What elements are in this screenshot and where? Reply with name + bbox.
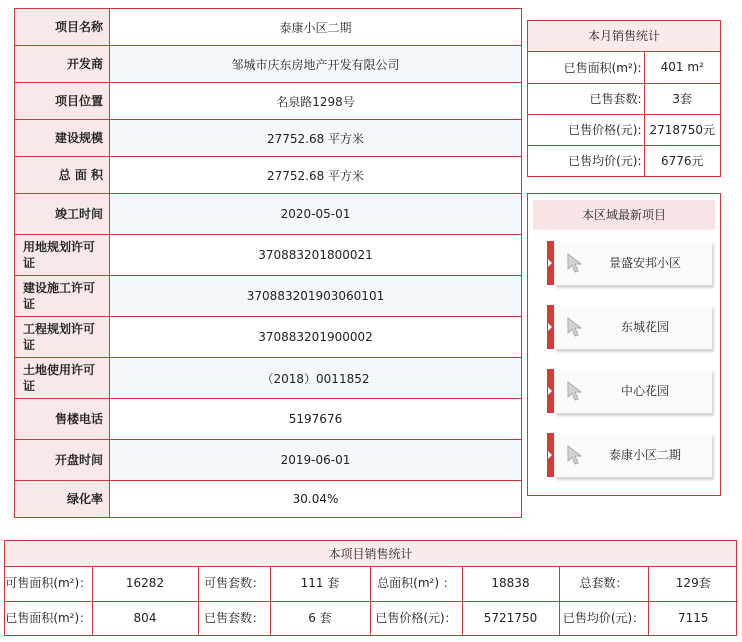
project-info-table (14, 8, 522, 518)
available-area-label: 可售面积(m²)： (5, 576, 92, 591)
project-sales-title: 本项目销售统计 (5, 541, 736, 567)
value-land-permit: 370883201800021 (110, 235, 522, 276)
project-link-4[interactable] (547, 433, 712, 481)
latest-projects-panel (527, 193, 721, 496)
value-completion-date: 2020-05-01 (110, 194, 522, 235)
label-project-name: 项目名称 (15, 9, 110, 46)
monthly-sales-title: 本月销售统计 (528, 21, 720, 52)
value-project-name: 泰康小区二期 (110, 9, 522, 46)
value-land-use-permit: （2018）0011852 (110, 358, 522, 399)
avg-price-value: 7115 (648, 601, 738, 635)
total-units-value: 129套 (648, 567, 738, 601)
value-location: 名泉路1298号 (110, 83, 522, 120)
project-name: 泰康小区二期 (608, 448, 681, 462)
sold-units-label: 已售套数： (198, 601, 270, 635)
label-engineering-permit: 工程规划许可证 (15, 317, 110, 358)
value-opening-date: 2019-06-01 (110, 440, 522, 481)
total-area-label: 总面积(m²) ： (370, 567, 462, 601)
avg-price-label: 已售均价(元)： (559, 601, 648, 635)
monthly-sold-units-value: 3套 (644, 83, 720, 114)
label-completion-date: 竣工时间 (15, 194, 110, 235)
project-marker (547, 369, 554, 413)
monthly-sold-price-value: 2718750元 (644, 114, 720, 145)
label-total-area: 总 面 积 (15, 157, 110, 194)
project-marker (547, 305, 554, 349)
monthly-sold-area-label: 已售面积(m²): (528, 52, 644, 83)
project-sales-row-sold (5, 601, 738, 635)
label-land-permit: 用地规划许可证 (15, 235, 110, 276)
project-name: 中心花园 (620, 384, 669, 398)
available-area-value: 16282 (92, 567, 198, 601)
latest-projects-title: 本区域最新项目 (533, 200, 715, 230)
available-units-label: 可售套数： (198, 567, 270, 601)
label-land-use-permit: 土地使用许可证 (15, 358, 110, 399)
label-location: 项目位置 (15, 83, 110, 120)
project-marker (547, 241, 554, 285)
monthly-avg-price-value: 6776元 (644, 145, 720, 176)
value-developer: 邹城市庆东房地产开发有限公司 (110, 46, 522, 83)
sold-price-value: 5721750 (462, 601, 559, 635)
sold-units-value: 6 套 (270, 601, 370, 635)
available-units-value: 111 套 (270, 567, 370, 601)
monthly-sold-area-value: 401 m² (660, 60, 704, 75)
monthly-sales-panel (527, 20, 721, 177)
value-green-rate: 30.04% (110, 481, 522, 518)
label-developer: 开发商 (15, 46, 110, 83)
value-build-scale: 27752.68 平方米 (110, 120, 522, 157)
sold-price-label: 已售价格(元)： (370, 601, 462, 635)
total-area-value: 18838 (462, 567, 559, 601)
project-link-3[interactable] (547, 369, 712, 417)
value-engineering-permit: 370883201900002 (110, 317, 522, 358)
project-link-2[interactable] (547, 305, 712, 353)
value-construction-permit: 370883201903060101 (110, 276, 522, 317)
sold-area-label: 已售面积(m²)： (5, 601, 92, 635)
monthly-sales-table (528, 52, 720, 176)
label-opening-date: 开盘时间 (15, 440, 110, 481)
label-sales-phone: 售楼电话 (15, 399, 110, 440)
value-sales-phone: 5197676 (110, 399, 522, 440)
project-marker (547, 433, 554, 477)
label-build-scale: 建设规模 (15, 120, 110, 157)
project-sales-row-available (5, 567, 738, 601)
project-sales-panel (4, 540, 737, 636)
monthly-avg-price-label: 已售均价(元): (528, 145, 644, 176)
project-link-1[interactable] (547, 241, 712, 289)
monthly-sold-units-label: 已售套数: (528, 83, 644, 114)
project-sales-table (5, 567, 738, 635)
label-green-rate: 绿化率 (15, 481, 110, 518)
monthly-sold-price-label: 已售价格(元): (528, 114, 644, 145)
project-name: 景盛安邦小区 (608, 256, 681, 270)
label-construction-permit: 建设施工许可证 (15, 276, 110, 317)
project-name: 东城花园 (620, 320, 669, 334)
total-units-label: 总套数： (559, 567, 648, 601)
value-total-area: 27752.68 平方米 (110, 157, 522, 194)
sold-area-value: 804 (92, 601, 198, 635)
